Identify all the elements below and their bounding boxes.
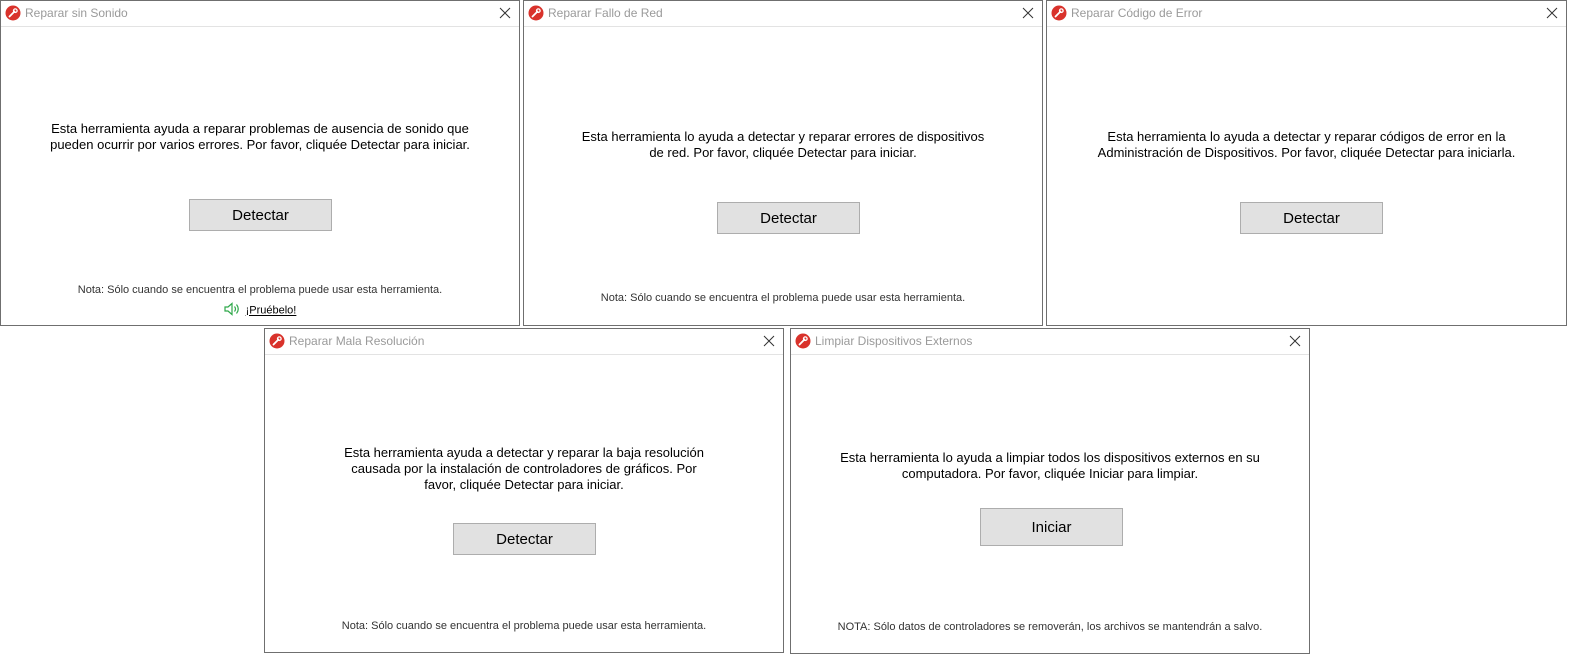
note-text: Nota: Sólo cuando se encuentra el problema puede usar esta herramienta. <box>77 284 443 296</box>
description-line: Esta herramienta lo ayuda a limpiar todos los dispositivos externos en su <box>840 450 1260 465</box>
description <box>1047 129 1566 161</box>
close-icon[interactable] <box>497 5 513 21</box>
description <box>1 121 519 153</box>
detect-button[interactable]: Detectar <box>1240 202 1383 234</box>
note-text: Nota: Sólo cuando se encuentra el problema puede usar esta herramienta. <box>341 620 707 632</box>
description-line: Esta herramienta lo ayuda a detectar y reparar códigos de error en la <box>1107 129 1506 144</box>
title-bar <box>265 329 783 355</box>
detect-button[interactable]: Detectar <box>189 199 332 231</box>
description-line: causada por la instalación de controladores de gráficos. Por <box>351 461 697 476</box>
description <box>265 445 783 493</box>
window-title: Limpiar Dispositivos Externos <box>815 334 973 348</box>
app-wrench-icon <box>795 333 811 349</box>
window-title: Reparar Fallo de Red <box>548 6 663 20</box>
description <box>791 450 1309 482</box>
close-icon[interactable] <box>761 333 777 349</box>
note-text: NOTA: Sólo datos de controladores se removerán, los archivos se mantendrán a salvo. <box>837 621 1263 633</box>
window-clean-external-devices <box>790 328 1310 654</box>
title-bar <box>1 1 519 27</box>
try-it-link[interactable]: ¡Pruébelo! <box>245 304 297 317</box>
close-icon[interactable] <box>1287 333 1303 349</box>
window-repair-error-code <box>1046 0 1567 326</box>
window-repair-network <box>523 0 1043 326</box>
window-repair-no-sound <box>0 0 520 326</box>
close-icon[interactable] <box>1020 5 1036 21</box>
window-title: Reparar sin Sonido <box>25 6 128 20</box>
title-bar <box>791 329 1309 355</box>
description-line: Esta herramienta ayuda a reparar problemas de ausencia de sonido que <box>51 121 469 136</box>
description-line: computadora. Por favor, cliquée Iniciar para limpiar. <box>901 466 1199 481</box>
note-text: Nota: Sólo cuando se encuentra el problema puede usar esta herramienta. <box>600 292 966 304</box>
description-line: Esta herramienta lo ayuda a detectar y reparar errores de dispositivos <box>581 129 985 144</box>
app-wrench-icon <box>528 5 544 21</box>
close-icon[interactable] <box>1544 5 1560 21</box>
detect-button[interactable]: Detectar <box>453 523 596 555</box>
description-line: favor, cliquée Detectar para iniciar. <box>424 477 624 492</box>
speaker-icon <box>224 302 242 319</box>
try-it-row <box>1 302 519 319</box>
title-bar <box>1047 1 1566 27</box>
description-line: pueden ocurrir por varios errores. Por favor, cliquée Detectar para iniciar. <box>50 137 470 152</box>
window-repair-bad-resolution <box>264 328 784 653</box>
description <box>524 129 1042 161</box>
window-title: Reparar Código de Error <box>1071 6 1203 20</box>
description-line: Administración de Dispositivos. Por favor, cliquée Detectar para iniciarla. <box>1097 145 1516 160</box>
detect-button[interactable]: Detectar <box>717 202 860 234</box>
description-line: de red. Por favor, cliquée Detectar para iniciar. <box>649 145 917 160</box>
app-wrench-icon <box>269 333 285 349</box>
description-line: Esta herramienta ayuda a detectar y reparar la baja resolución <box>344 445 704 460</box>
app-wrench-icon <box>1051 5 1067 21</box>
start-button[interactable]: Iniciar <box>980 508 1123 546</box>
app-wrench-icon <box>5 5 21 21</box>
title-bar <box>524 1 1042 27</box>
window-title: Reparar Mala Resolución <box>289 334 425 348</box>
